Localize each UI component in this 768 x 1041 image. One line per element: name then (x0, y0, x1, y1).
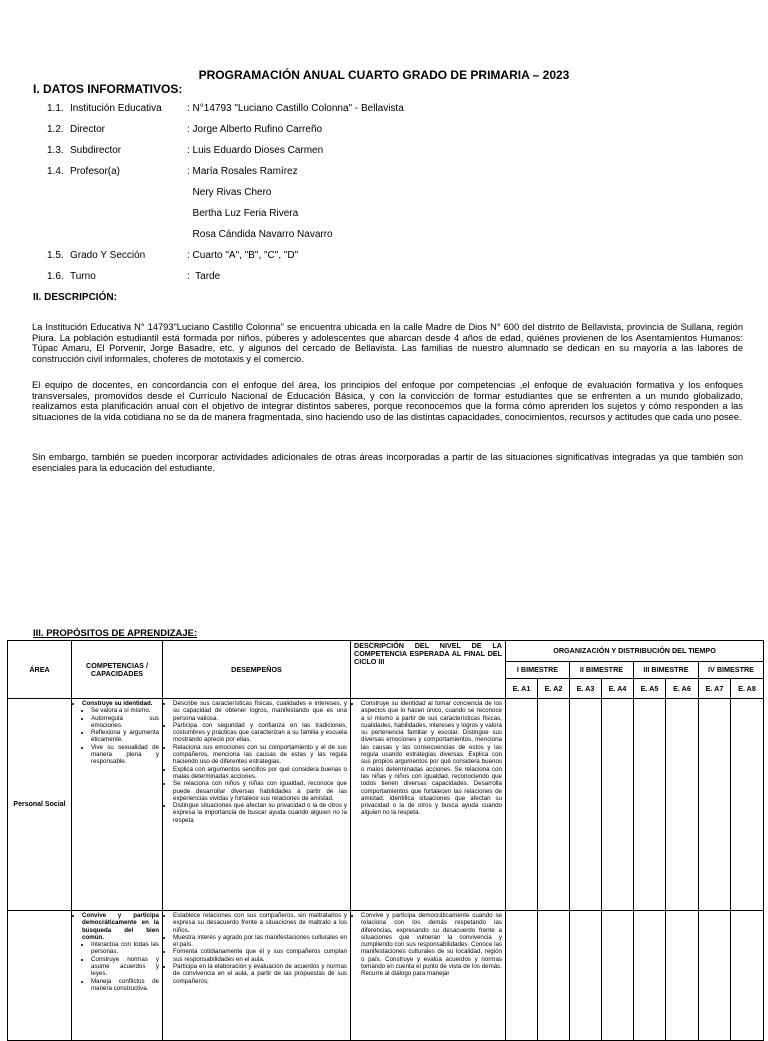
info-num: 1.3. (47, 145, 64, 156)
info-value: : N°14793 "Luciano Castillo Colonna" - Bellavista (187, 103, 404, 114)
header-bimestre-1: I BIMESTRE (506, 662, 570, 679)
desempeno-item: • Participa con seguridad y confianza en las tradiciones, costumbres y prácticas que caracterizan a su familia y escuela mostrando aprecio por ellas. (173, 722, 347, 744)
description-paragraph-3: Sin embargo, también se pueden incorporar actividades adicionales de otras áreas incorporadas a partir de las situaciones significativas integradas ya que también son esenciales para la educación del estudiante. (32, 452, 743, 473)
section-heading-datos: I. DATOS INFORMATIVOS: (33, 82, 183, 96)
info-label: Institución Educativa (70, 103, 162, 114)
eval-cell (666, 911, 699, 1041)
eval-cell (538, 911, 570, 1041)
desempeno-item: • Participa en la elaboración y evaluación de acuerdos y normas de convivencia en el aula, a partir de las propuestas de sus compañeros; (173, 963, 347, 985)
capacidad-item: • Construye normas y asume acuerdos y leyes. (91, 956, 159, 978)
header-bimestre-3: III BIMESTRE (634, 662, 699, 679)
desempenos-cell (163, 911, 351, 1041)
header-eval: E. A3 (570, 679, 602, 699)
eval-cell (538, 699, 570, 911)
section-heading-propositos: III. PROPÓSITOS DE APRENDIZAJE: (33, 628, 198, 639)
info-num: 1.2. (47, 124, 64, 135)
info-label: Profesor(a) (70, 166, 121, 177)
info-label: Subdirector (70, 145, 122, 156)
info-num: 1.5. (47, 250, 64, 261)
desempeno-item: • Establece relaciones con sus compañeros, sin maltratarlos y expresa su desacuerdo frente a situaciones de maltrato a los niños. (173, 912, 347, 934)
desempeno-item: • Se relaciona con niños y niñas con igualdad, reconoce que puede desarrollar diversas habilidades a partir de las experiencias vividas y fortalece sus relaciones de amistad. (173, 780, 347, 802)
info-value: : Cuarto "A", "B", "C", "D" (187, 250, 299, 261)
table-row (8, 911, 764, 1041)
descripcion-cell (351, 911, 506, 1041)
info-label: Director (70, 124, 106, 135)
desempeno-item: • Fomenta cotidianamente que él y sus compañeros cumplan sus responsabilidades en el aula. (173, 948, 347, 963)
desempeno-item: • Muestra interés y agrado por las manifestaciones culturales en el país. (173, 934, 347, 949)
info-value: : Tarde (187, 271, 221, 282)
capacidad-item: • Se valora a sí mismo. (91, 707, 159, 714)
capacidad-item: • Vive su sexualidad de manera plena y responsable. (91, 744, 159, 766)
descripcion-text: • Construye su identidad al tomar conciencia de los aspectos que lo hacen único, cuando se reconoce a sí mismo a partir de sus características físicas, cualidades, habilidades, intereses y logros y valora su pertenencia familiar y escolar. Distingue sus diversas emociones y comportamientos, menciona las causas y las consecuencias de estos y las regula usando estrategias diversas. Explica con sus propios argumentos por qué considera buenos o malos determinadas acciones. Se relaciona con las niñas y niños con igualdad, reconociendo que todos tienen diversas capacidades. Desarrolla comportamientos que fortalecen las relaciones de amistad. Identifica situaciones que afectan su privacidad o la de otros y busca ayuda cuando alguien no la respeta. (361, 700, 502, 817)
eval-cell (570, 699, 602, 911)
header-descripcion: DESCRIPCIÓN DEL NIVEL DE LA COMPETENCIA ESPERADA AL FINAL DEL CICLO III (351, 641, 506, 699)
info-value: Rosa Cándida Navarro Navarro (187, 229, 333, 240)
competencia-name: Convive y participa democráticamente en la búsqueda del bien común. (82, 912, 159, 941)
eval-cell (666, 699, 699, 911)
capacidad-item: • Autorregula sus emociones. (91, 715, 159, 730)
header-area: ÁREA (8, 641, 72, 699)
capacidad-item: • Reflexiona y argumenta éticamente. (91, 729, 159, 744)
header-eval: E. A1 (506, 679, 538, 699)
eval-cell (506, 911, 538, 1041)
info-value: Nery Rivas Chero (187, 187, 272, 198)
description-paragraph-2: El equipo de docentes, en concordancia con el enfoque del área, los principios del enfoque por competencias ,el enfoque de evaluación formativa y los enfoques transversales, promovidos desde el Currículo Nacional de Educación Básica, y con la convicción de formar estudiantes que se enfrenten a un mundo globalizado, realizamos esta planificación anual con el objetivo de integrar distintos saberes, porque reconocemos que la forma cómo aprenden los sujetos y cómo responden a las situaciones de la vida cotidiana no se da de manera fragmentada, sino haciendo uso de las distintas capacidades, conocimientos, recursos y actitudes que cada uno posee. (32, 380, 743, 422)
info-label: Turno (70, 271, 96, 282)
header-eval: E. A7 (699, 679, 731, 699)
info-num: 1.6. (47, 271, 64, 282)
competencias-cell (72, 911, 163, 1041)
eval-cell (699, 911, 731, 1041)
header-desempenos: DESEMPEÑOS (163, 641, 351, 699)
info-value: : Luis Eduardo Dioses Carmen (187, 145, 324, 156)
info-label: Grado Y Sección (70, 250, 146, 261)
header-bimestre-4: IV BIMESTRE (699, 662, 764, 679)
desempeno-item: • Distingue situaciones que afectan su privacidad o la de otros y expresa la importancia de buscar ayuda cuando alguien no la respeta (173, 802, 347, 824)
table-row (8, 699, 764, 911)
section-heading-descripcion: II. DESCRIPCIÓN: (33, 292, 117, 303)
eval-cell (506, 699, 538, 911)
desempeno-item: • Explica con argumentos sencillos por qué considera buenas o malas determinadas acciones. (173, 766, 347, 781)
eval-cell (602, 699, 634, 911)
descripcion-text: • Convive y participa democráticamente cuando se relaciona con los demás respetando las diferencias, expresando su desacuerdo frente a situaciones que vulneran la convivencia y cumpliendo con sus responsabilidades. Conoce las manifestaciones culturales de su localidad, región o país. Construye y evalúa acuerdos y normas tomando en cuenta el punto de vista de los demás. Recurre al diálogo para manejar (361, 912, 502, 978)
eval-cell (634, 911, 666, 1041)
info-value: Bertha Luz Feria Rivera (187, 208, 299, 219)
descripcion-cell (351, 699, 506, 911)
propositos-table (7, 640, 764, 1041)
eval-cell (731, 911, 764, 1041)
header-eval: E. A6 (666, 679, 699, 699)
header-eval: E. A8 (731, 679, 764, 699)
page-title: PROGRAMACIÓN ANUAL CUARTO GRADO DE PRIMARIA – 2023 (198, 68, 570, 82)
desempeno-item: • Describe sus características físicas, cualidades e intereses, y su capacidad de obtener logros, manifestando que es una persona valiosa. (173, 700, 347, 722)
header-organizacion: ORGANIZACIÓN Y DISTRIBUCIÓN DEL TIEMPO (506, 641, 764, 662)
eval-cell (634, 699, 666, 911)
capacidad-item: • Interactúa con todas las personas. (91, 941, 159, 956)
header-bimestre-2: II BIMESTRE (570, 662, 634, 679)
eval-cell (570, 911, 602, 1041)
header-competencias: COMPETENCIAS / CAPACIDADES (72, 641, 163, 699)
info-value: : María Rosales Ramírez (187, 166, 298, 177)
info-num: 1.1. (47, 103, 64, 114)
description-paragraph-1: La Institución Educativa N° 14793"Luciano Castillo Colonna" se encuentra ubicada en la calle Madre de Dios N° 600 del distrito de Bellavista, provincia de Sullana, región Piura. La población estudiantil está formada por niños, púberes y adolescentes que abarcan desde 4 años de edad, quiénes provienen de los Asentamientos Humanos: Túpac Amaru, El Porvenir, Jorge Basadre, etc. y algunos del cercado de Bellavista. Las familias de nuestro alumnado se dedican en su mayoría a las labores de construcción civil informales, choferes de mototaxis y el comercio. (32, 322, 743, 364)
header-eval: E. A4 (602, 679, 634, 699)
info-num: 1.4. (47, 166, 64, 177)
header-eval: E. A5 (634, 679, 666, 699)
capacidad-item: • Maneja conflictos de manera constructiva. (91, 978, 159, 993)
eval-cell (731, 699, 764, 911)
area-cell: Personal Social (8, 699, 72, 911)
competencias-cell (72, 699, 163, 911)
desempeno-item: • Relaciona sus emociones con su comportamiento y el de sus compañeros, menciona las causas de estas y las regula haciendo uso de diferentes estrategias. (173, 744, 347, 766)
area-cell (8, 911, 72, 1041)
info-value: : Jorge Alberto Rufino Carreño (187, 124, 323, 135)
eval-cell (699, 699, 731, 911)
header-eval: E. A2 (538, 679, 570, 699)
eval-cell (602, 911, 634, 1041)
competencia-name: Construye su identidad. (82, 700, 153, 707)
desempenos-cell (163, 699, 351, 911)
